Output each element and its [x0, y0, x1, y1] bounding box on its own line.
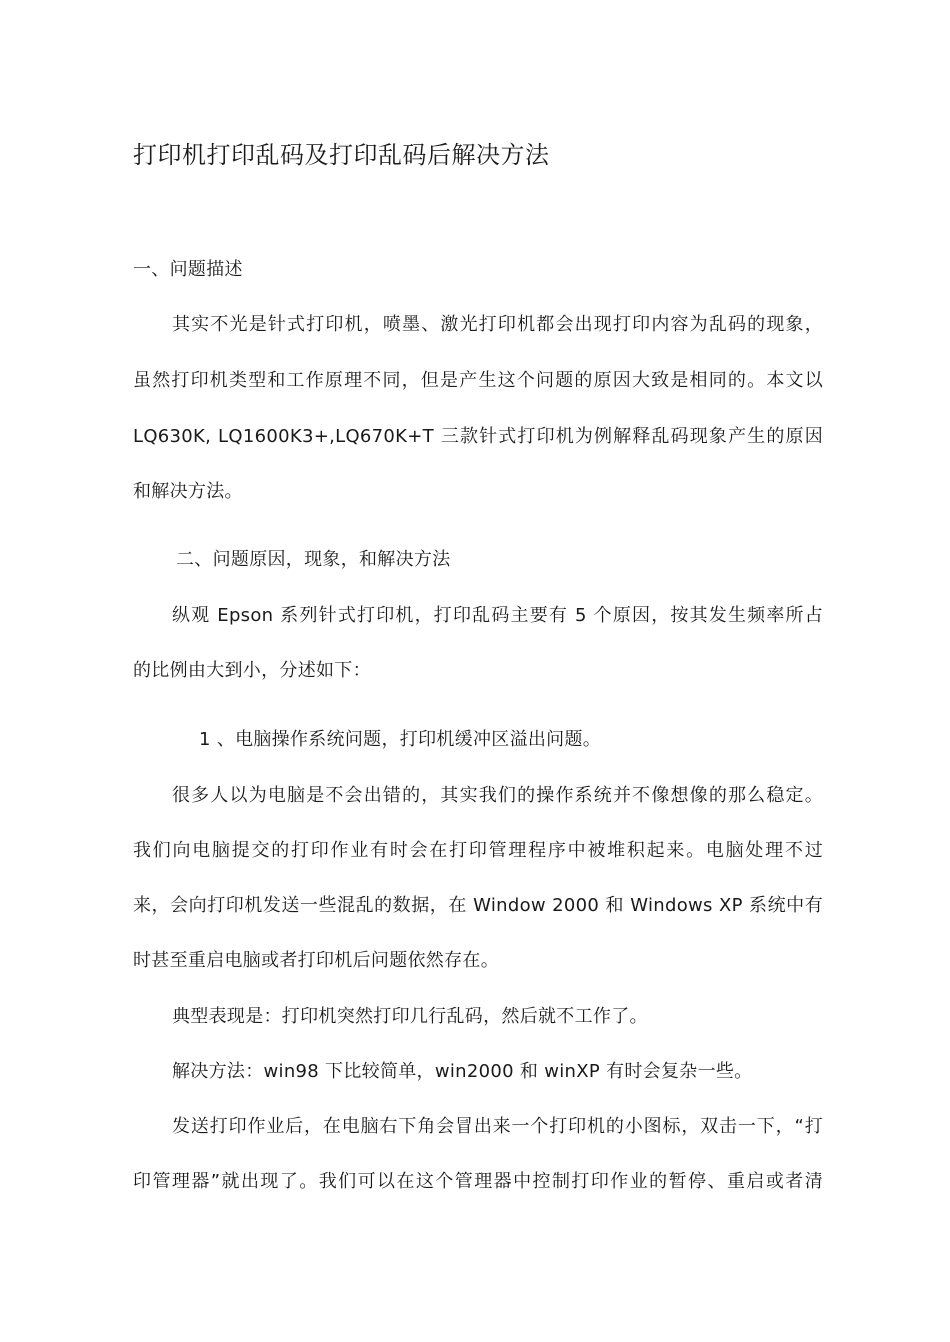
paragraph-line: LQ630K, LQ1600K3+,LQ670K+T 三款针式打印机为例解释乱码现象产生的原因	[133, 426, 823, 447]
detail-line: 时甚至重启电脑或者打印机后问题依然存在。	[133, 950, 499, 971]
detail-line: 我们向电脑提交的打印作业有时会在打印管理程序中被堆积起来。电脑处理不过	[133, 840, 823, 861]
document-title: 打印机打印乱码及打印乱码后解决方法	[133, 141, 550, 169]
symptom-line: 典型表现是：打印机突然打印几行乱码，然后就不工作了。	[172, 1006, 648, 1027]
final-line: 发送打印作业后，在电脑右下角会冒出来一个打印机的小图标，双击一下，“打	[172, 1116, 823, 1137]
intro-line: 纵观 Epson 系列针式打印机，打印乱码主要有 5 个原因，按其发生频率所占	[172, 605, 823, 626]
section-1-heading: 一、问题描述	[133, 259, 243, 280]
section-2-heading: 二、问题原因，现象，和解决方法	[176, 549, 451, 570]
detail-line: 来，会向打印机发送一些混乱的数据，在 Window 2000 和 Windows XP 系统中有	[133, 895, 823, 916]
paragraph-line: 其实不光是针式打印机，喷墨、激光打印机都会出现打印内容为乱码的现象，	[172, 314, 823, 335]
solution-line: 解决方法：win98 下比较简单，win2000 和 winXP 有时会复杂一些。	[172, 1061, 753, 1082]
paragraph-line: 和解决方法。	[133, 481, 243, 502]
detail-line: 很多人以为电脑是不会出错的，其实我们的操作系统并不像想像的那么稳定。	[172, 785, 823, 806]
paragraph-line: 虽然打印机类型和工作原理不同，但是产生这个问题的原因大致是相同的。本文以	[133, 370, 823, 391]
subheading-1: 1 、电脑操作系统问题，打印机缓冲区溢出问题。	[199, 729, 602, 750]
intro-line: 的比例由大到小，分述如下：	[133, 660, 371, 681]
final-line: 印管理器”就出现了。我们可以在这个管理器中控制打印作业的暂停、重启或者清	[133, 1171, 823, 1192]
